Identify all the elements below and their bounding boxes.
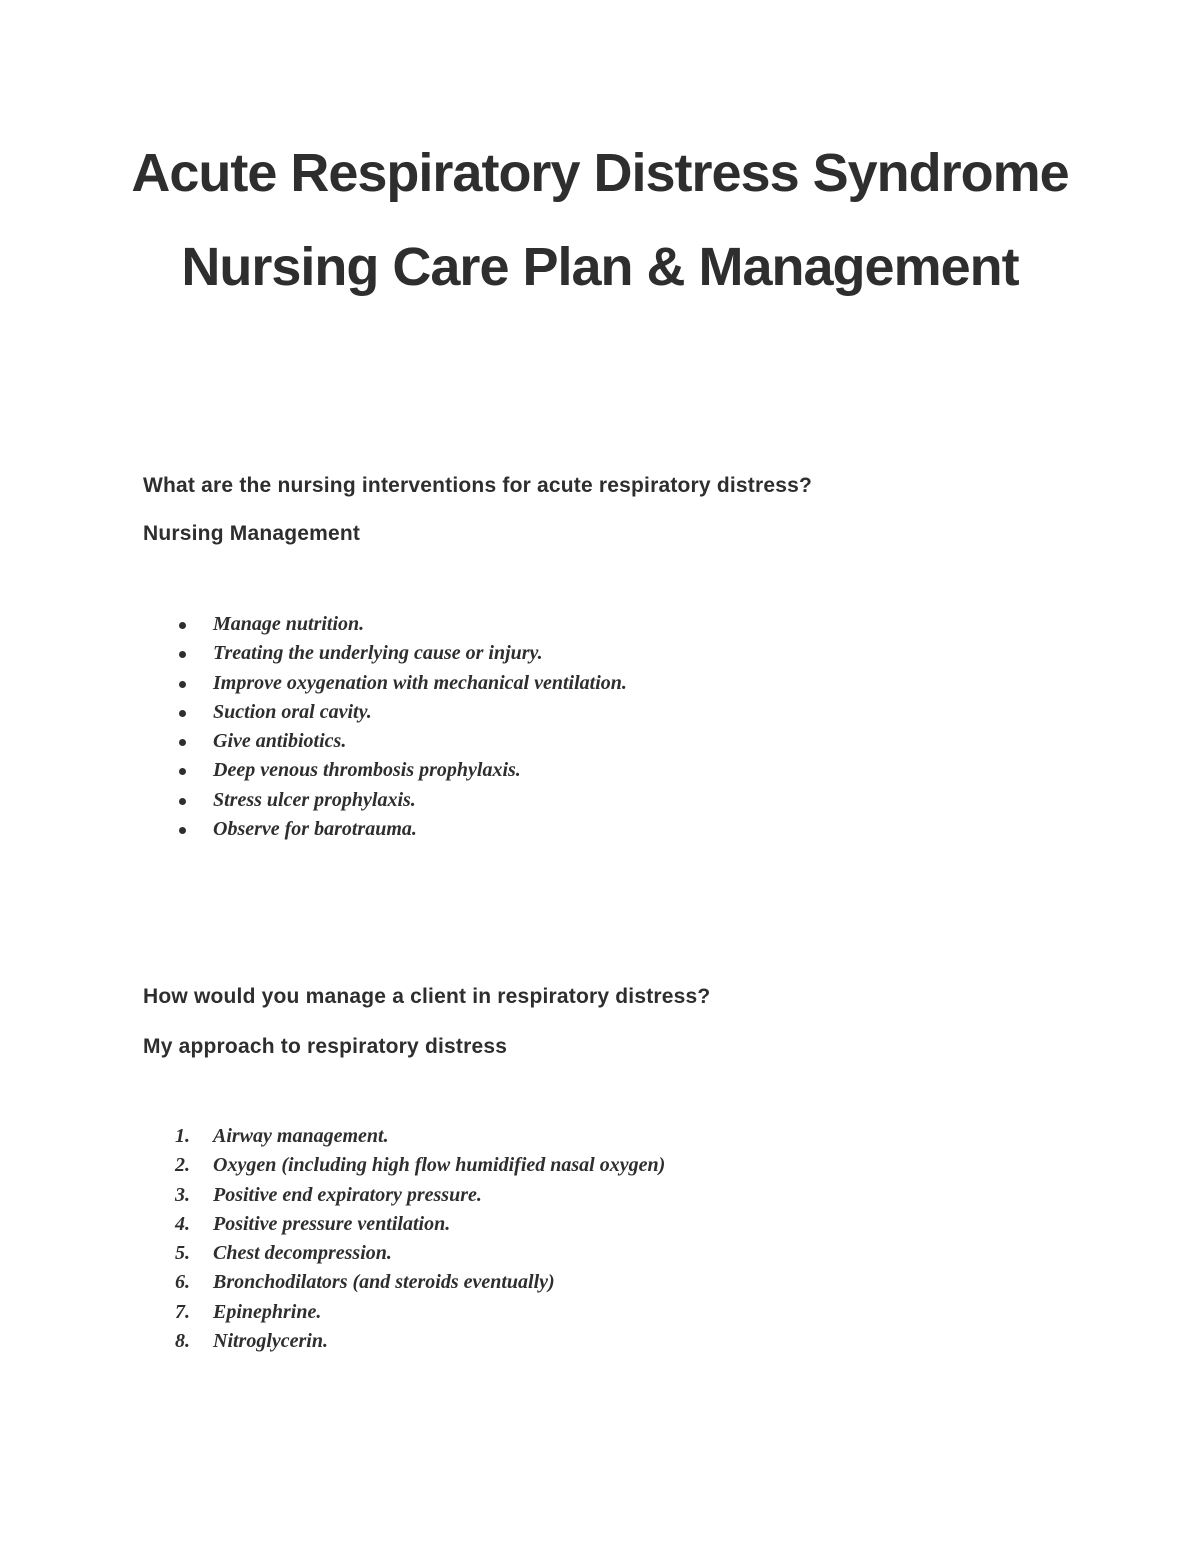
- list-number: 1.: [175, 1125, 190, 1147]
- list-item-text: Give antibiotics.: [213, 730, 347, 753]
- section1-question: What are the nursing interventions for acute respiratory distress?: [143, 474, 813, 497]
- list-item: [175, 1239, 665, 1268]
- list-item-text: Epinephrine.: [213, 1300, 322, 1323]
- page-title-line-2: Nursing Care Plan & Management: [181, 237, 1019, 297]
- list-item-text: Positive end expiratory pressure.: [213, 1183, 482, 1206]
- list-item: [175, 727, 627, 756]
- list-item: [175, 1122, 665, 1151]
- list-number: 2.: [175, 1154, 190, 1177]
- page-title-line-1: Acute Respiratory Distress Syndrome: [131, 143, 1069, 203]
- list-number: 8.: [175, 1330, 190, 1353]
- bullet-icon: [179, 710, 186, 717]
- section1-subheading: Nursing Management: [143, 522, 361, 545]
- list-item: [175, 610, 627, 639]
- list-item-text: Chest decompression.: [213, 1242, 392, 1265]
- section2-question: How would you manage a client in respiratory distress?: [143, 985, 711, 1008]
- list-item: [175, 1327, 665, 1356]
- list-item-text: Nitroglycerin.: [213, 1330, 328, 1353]
- bullet-icon: [179, 827, 186, 834]
- list-item: [175, 1268, 665, 1297]
- list-number: 3.: [175, 1183, 190, 1206]
- list-item: [175, 815, 627, 844]
- bullet-icon: [179, 651, 186, 658]
- list-number: 4.: [175, 1212, 190, 1235]
- list-item: [175, 756, 627, 785]
- list-number: 5.: [175, 1242, 190, 1265]
- list-item: [175, 698, 627, 727]
- list-item-text: Stress ulcer prophylaxis.: [213, 788, 416, 811]
- list-item-text: Manage nutrition.: [213, 613, 365, 635]
- list-item-text: Observe for barotrauma.: [213, 818, 417, 841]
- bullet-icon: [179, 622, 186, 629]
- list-item: [175, 786, 627, 815]
- list-item-text: Improve oxygenation with mechanical ventilation.: [213, 671, 627, 694]
- list-item: [175, 1298, 665, 1327]
- nursing-management-list: [175, 610, 627, 844]
- list-item-text: Oxygen (including high flow humidified nasal oxygen): [213, 1154, 666, 1177]
- section2-subheading: My approach to respiratory distress: [143, 1035, 508, 1058]
- bullet-icon: [179, 739, 186, 746]
- list-number: 7.: [175, 1300, 190, 1323]
- list-item-text: Airway management.: [213, 1125, 389, 1147]
- bullet-icon: [179, 798, 186, 805]
- list-item: [175, 1210, 665, 1239]
- list-item: [175, 639, 627, 668]
- bullet-icon: [179, 768, 186, 775]
- list-item: [175, 669, 627, 698]
- list-item-text: Suction oral cavity.: [213, 700, 372, 723]
- list-item-text: Positive pressure ventilation.: [213, 1212, 451, 1235]
- list-item-text: Bronchodilators (and steroids eventually): [213, 1271, 555, 1294]
- list-item-text: Deep venous thrombosis prophylaxis.: [213, 759, 521, 782]
- list-item: [175, 1181, 665, 1210]
- bullet-icon: [179, 681, 186, 688]
- list-item-text: Treating the underlying cause or injury.: [213, 642, 543, 665]
- list-number: 6.: [175, 1271, 190, 1294]
- respiratory-approach-list: [175, 1122, 665, 1356]
- list-item: [175, 1151, 665, 1180]
